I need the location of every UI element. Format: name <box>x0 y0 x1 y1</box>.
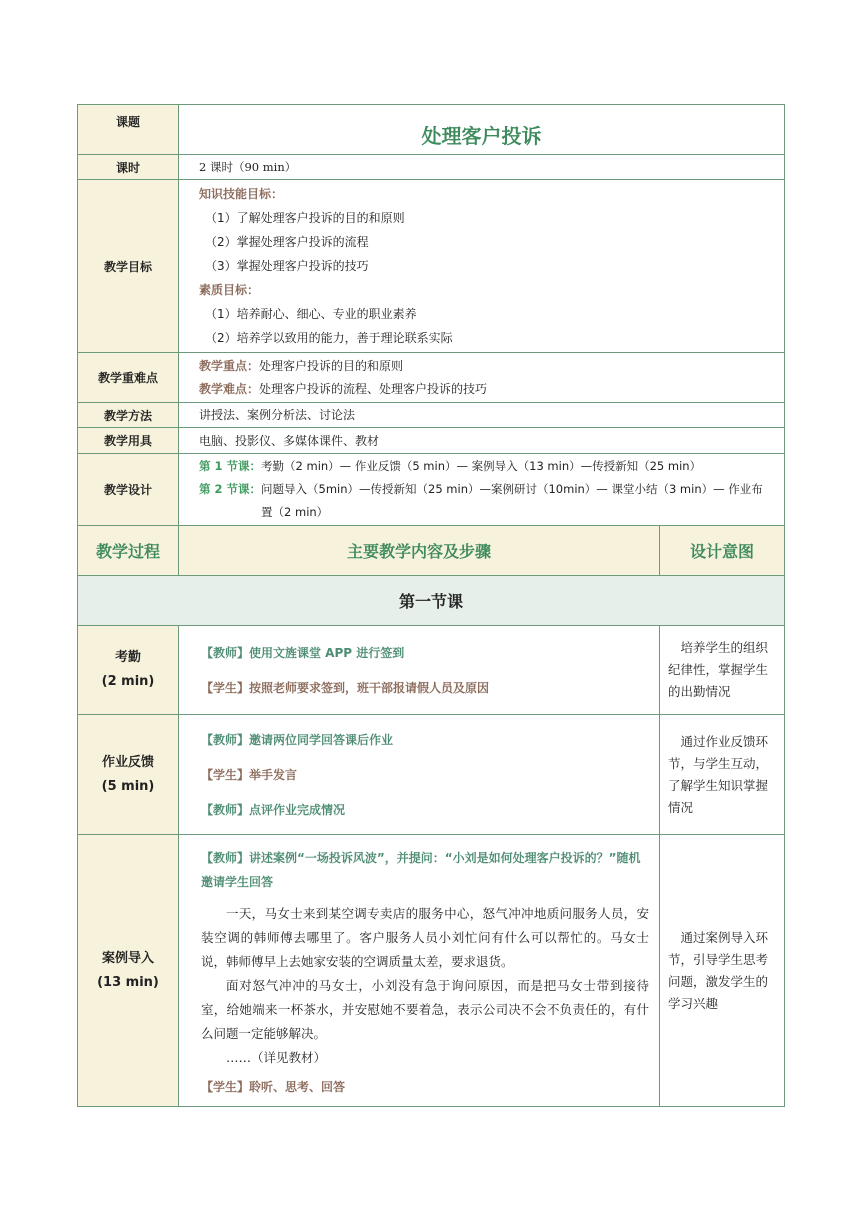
row-objectives <box>78 180 785 353</box>
row-case-intro <box>78 835 785 1107</box>
homework-student: 【学生】举手发言 <box>201 768 298 782</box>
lesson1-label: 第 1 节课： <box>199 459 262 473</box>
row-design <box>78 454 785 526</box>
knowledge-item-3: （3）掌握处理客户投诉的技巧 <box>205 259 369 273</box>
quality-item-2: （2）培养学以致用的能力，善于理论联系实际 <box>205 331 453 345</box>
hours-value: 2 课时（90 min） <box>179 155 785 180</box>
quality-item-1: （1）培养耐心、细心、专业的职业素养 <box>205 307 417 321</box>
focus-value: 处理客户投诉的目的和原则 <box>259 358 404 373</box>
case-story-2: 面对怒气冲冲的马女士，小刘没有急于询问原因，而是把马女士带到接待室，给她端来一杯茶水，并安慰她不要着急，表示公司决不会不负责任的，有什么问题一定能够解决。 <box>201 978 649 1041</box>
attendance-student: 【学生】按照老师要求签到，班干部报请假人员及原因 <box>201 681 490 695</box>
topic-label: 课题 <box>78 105 179 155</box>
objectives-cell <box>179 180 785 353</box>
case-story-1: 一天，马女士来到某空调专卖店的服务中心，怒气冲冲地质问服务人员，安装空调的韩师傅去哪里了。客户服务人员小刘忙问有什么可以帮忙的。马女士说，韩师傅早上去她家安装的空调质量太差，要求退货。 <box>201 906 649 969</box>
design-label: 教学设计 <box>78 454 179 526</box>
tools-label: 教学用具 <box>78 428 179 454</box>
tools-value: 电脑、投影仪、多媒体课件、教材 <box>179 428 785 454</box>
knowledge-item-2: （2）掌握处理客户投诉的流程 <box>205 235 369 249</box>
homework-step <box>78 715 179 835</box>
methods-value: 讲授法、案例分析法、讨论法 <box>179 403 785 428</box>
design-cell <box>179 454 785 526</box>
case-teacher: 【教师】讲述案例“一场投诉风波”，并提问：“小刘是如何处理客户投诉的？”随机邀请学生回答 <box>201 851 641 889</box>
case-step <box>78 835 179 1107</box>
knowledge-item-1: （1）了解处理客户投诉的目的和原则 <box>205 211 405 225</box>
row-methods <box>78 403 785 428</box>
methods-label: 教学方法 <box>78 403 179 428</box>
homework-teacher-2: 【教师】点评作业完成情况 <box>201 803 346 817</box>
difficulty-value: 处理客户投诉的流程、处理客户投诉的技巧 <box>259 381 488 396</box>
homework-intent: 通过作业反馈环节，与学生互动，了解学生知识掌握情况 <box>660 715 785 835</box>
lesson-plan-sheet <box>77 104 784 1107</box>
attendance-intent: 培养学生的组织纪律性，掌握学生的出勤情况 <box>660 626 785 715</box>
case-intent: 通过案例导入环节，引导学生思考问题，激发学生的学习兴趣 <box>660 835 785 1107</box>
homework-content <box>179 715 660 835</box>
difficulty-label: 教学难点： <box>199 381 260 396</box>
lesson2-schedule: 问题导入（5min）—传授新知（25 min）—案例研讨（10min）— 课堂小结（3 min）— 作业布置（2 min） <box>261 482 763 519</box>
homework-teacher-1: 【教师】邀请两位同学回答课后作业 <box>201 733 394 747</box>
row-tools <box>78 428 785 454</box>
keypoints-cell <box>179 353 785 403</box>
page-title: 处理客户投诉 <box>179 105 785 155</box>
focus-label: 教学重点： <box>199 358 260 373</box>
attendance-teacher: 【教师】使用文旌课堂 APP 进行签到 <box>201 646 405 660</box>
attendance-content <box>179 626 660 715</box>
lesson2-label: 第 2 节课： <box>199 482 262 496</box>
hours-label: 课时 <box>78 155 179 180</box>
homework-time: (5 min) <box>101 778 155 794</box>
process-header-intent: 设计意图 <box>660 526 785 576</box>
quality-heading: 素质目标： <box>199 283 260 297</box>
knowledge-heading: 知识技能目标： <box>199 187 284 201</box>
case-student: 【学生】聆听、思考、回答 <box>201 1080 346 1094</box>
objectives-label: 教学目标 <box>78 180 179 353</box>
attendance-name: 考勤 <box>114 650 141 665</box>
attendance-step <box>78 626 179 715</box>
process-header-content: 主要教学内容及步骤 <box>179 526 660 576</box>
section-row <box>78 576 785 626</box>
lesson1-schedule: 考勤（2 min）— 作业反馈（5 min）— 案例导入（13 min）—传授新知（25 min） <box>261 459 702 473</box>
row-keypoints <box>78 353 785 403</box>
row-homework <box>78 715 785 835</box>
keypoints-label: 教学重难点 <box>78 353 179 403</box>
case-time: (13 min) <box>97 974 159 990</box>
section-title: 第一节课 <box>78 576 785 626</box>
process-header-row <box>78 526 785 576</box>
case-name: 案例导入 <box>101 950 154 966</box>
homework-name: 作业反馈 <box>101 754 154 770</box>
row-hours <box>78 155 785 180</box>
lesson-plan-table <box>77 104 785 1107</box>
row-attendance <box>78 626 785 715</box>
process-header-step: 教学过程 <box>78 526 179 576</box>
row-topic <box>78 105 785 155</box>
attendance-time: (2 min) <box>101 674 155 689</box>
case-content <box>179 835 660 1107</box>
case-story-3: ……（详见教材） <box>226 1050 327 1065</box>
